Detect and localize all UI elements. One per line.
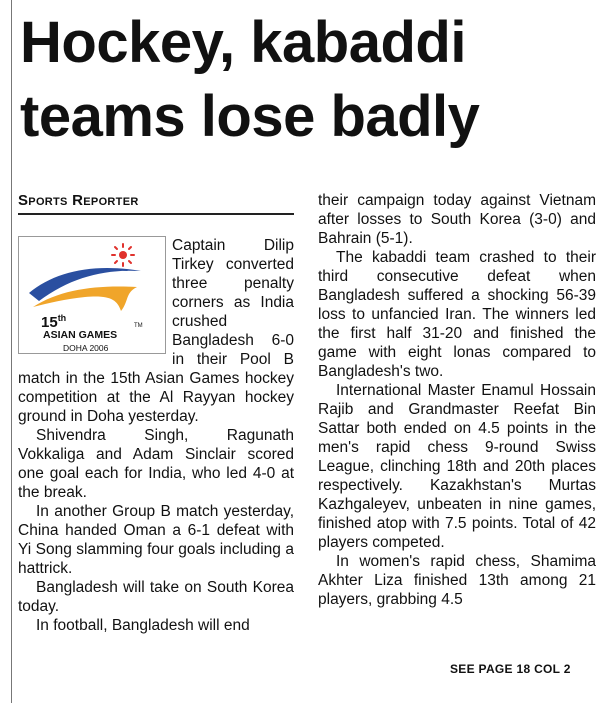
continuation-note: SEE PAGE 18 COL 2 xyxy=(450,662,571,676)
left-border-line xyxy=(11,0,12,703)
logo-name: ASIAN GAMES xyxy=(43,329,118,341)
paragraph: The kabaddi team crashed to their third consecutive defeat when Bangladesh suffered a shocking 56-39 loss to unfancied Iran. The winners led the first half 31-20 and finished the game with eight lonas compared to Bangladesh's two. xyxy=(318,249,596,380)
sun-icon xyxy=(112,244,134,266)
headline-line-2: teams lose badly xyxy=(20,84,480,149)
asian-games-emblem-icon xyxy=(25,241,161,313)
article-column-right xyxy=(318,191,596,609)
paragraph: In women's rapid chess, Shamima Akhter Liza finished 13th among 21 players, grabbing 4.5 xyxy=(318,553,596,608)
logo-trademark: TM xyxy=(134,323,143,329)
paragraph: In another Group B match yesterday, China handed Oman a 6-1 defeat with Yi Song slamming four goals including a hattrick. xyxy=(18,503,294,577)
article-column-left xyxy=(18,236,294,635)
byline: Sports Reporter xyxy=(18,192,294,215)
logo-city: DOHA 2006 xyxy=(63,343,109,353)
paragraph: In football, Bangladesh will end xyxy=(36,617,250,634)
headline-line-1: Hockey, kabaddi xyxy=(20,10,466,75)
paragraph: Captain Dilip Tirkey converted three penalty corners as India crushed Bangladesh 6-0 in their Pool B match in the 15th Asian Games hockey competition at the Al Rayyan hockey ground in Doha yesterday. xyxy=(18,237,294,425)
asian-games-logo xyxy=(18,236,166,354)
paragraph: their campaign today against Vietnam after losses to South Korea (3-0) and Bahrain (5-1). xyxy=(318,192,596,247)
logo-number: 15th xyxy=(41,313,67,331)
paragraph: Bangladesh will take on South Korea today. xyxy=(18,579,294,615)
headline xyxy=(20,6,595,154)
paragraph: International Master Enamul Hossain Rajib and Grandmaster Reefat Bin Sattar both ended on 4.5 points in the men's rapid chess 9-round Swiss League, clinching 18th and 20th places respectively. Kazakhstan's Murtas Kazhgaleyev, unbeaten in nine games, finished atop with 7.5 points. Total of 42 players competed. xyxy=(318,382,596,551)
paragraph: Shivendra Singh, Ragunath Vokkaliga and Adam Sinclair scored one goal each for India, who led 4-0 at the break. xyxy=(18,427,294,501)
